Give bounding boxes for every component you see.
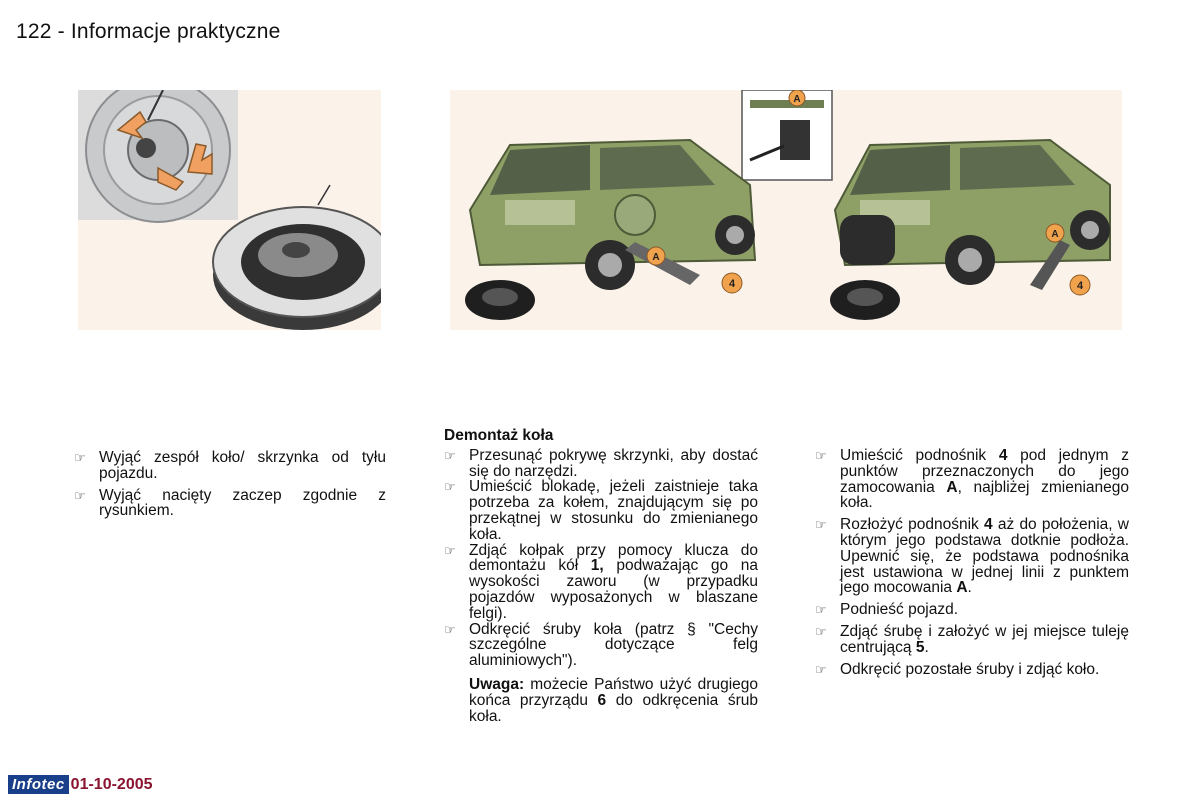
infotec-logo: Infotec	[8, 775, 69, 794]
callout-A-label: A	[793, 94, 801, 105]
pointing-hand-icon: ☞	[74, 487, 86, 503]
list-item: ☞ Wyjąć nacięty zaczep zgodnie z rysunkiem.	[74, 486, 386, 520]
list-item: ☞ Odkręcić śruby koła (patrz § "Cechy szczególne dotyczące felg aluminiowych").	[444, 620, 758, 670]
callout-A-label: A	[1051, 229, 1059, 240]
note-label: Uwaga:	[469, 675, 525, 693]
callout-A-label: A	[652, 252, 660, 263]
pointing-hand-icon: ☞	[74, 450, 86, 465]
bullet-list	[444, 448, 758, 669]
instructions-column-1	[74, 450, 386, 525]
pointing-hand-icon: ☞	[444, 542, 456, 558]
note: Uwaga: możecie Państwo użyć drugiego końca przyrządu 6 do odkręcenia śrub koła.	[469, 675, 759, 725]
list-item: ☞ Umieścić blokadę, jeżeli zaistnieje taka potrzeba za kołem, znajdującym się po przekątnej w stosunku do zmienianego koła.	[444, 478, 758, 543]
car-right	[830, 140, 1110, 320]
bullet-list	[74, 450, 386, 519]
car-jack-illustration	[450, 90, 1122, 330]
bullet-list	[815, 448, 1129, 677]
page-title: 122 - Informacje praktyczne	[16, 20, 281, 43]
list-item: ☞ Zdjąć kołpak przy pomocy klucza do demontażu kół 1, podważając go na wysokości zaworu (w przypadku pojazdów wyposażonych w blaszane felgi).	[444, 541, 758, 622]
pointing-hand-icon: ☞	[444, 621, 456, 637]
pointing-hand-icon: ☞	[815, 602, 827, 618]
pointing-hand-icon: ☞	[444, 479, 456, 495]
instructions-column-2	[444, 428, 758, 724]
footer-date: 01-10-2005	[70, 775, 153, 793]
callout-4-label: 4	[1076, 280, 1084, 292]
list-item: ☞ Wyjąć zespół koło/ skrzynka od tyłu pojazdu.	[74, 449, 386, 482]
spare-wheel-figure	[78, 90, 381, 330]
pointing-hand-icon: ☞	[815, 623, 827, 639]
pointing-hand-icon: ☞	[815, 517, 827, 533]
list-item: ☞ Podnieść pojazd.	[815, 601, 959, 619]
section-title: Demontaż koła	[444, 427, 554, 444]
footer	[8, 775, 153, 794]
list-item: ☞ Odkręcić pozostałe śruby i zdjąć koło.	[815, 660, 1100, 678]
instructions-column-3	[815, 448, 1129, 683]
list-item: ☞ Przesunąć pokrywę skrzynki, aby dostać się do narzędzi.	[444, 446, 758, 480]
pointing-hand-icon: ☞	[444, 447, 456, 463]
list-item: ☞ Zdjąć śrubę i założyć w jej miejsce tuleję centrującą 5.	[815, 622, 1129, 656]
pointing-hand-icon: ☞	[815, 448, 827, 463]
spare-wheel-illustration	[78, 90, 381, 330]
jack-position-figure	[450, 90, 1122, 330]
car-left	[465, 140, 755, 320]
list-item: ☞ Rozłożyć podnośnik 4 aż do położenia, w którym jego podstawa dotknie podłoża. Upewnić się, że podstawa podnośnika jest ustawiona w jednej linii z punktem jego mocowania A.	[815, 516, 1129, 597]
list-item: ☞ Umieścić podnośnik 4 pod jednym z punktów przeznaczonych do jego zamocowania A, najbliżej zmienianego koła.	[815, 447, 1129, 512]
pointing-hand-icon: ☞	[815, 661, 827, 677]
callout-4-label: 4	[728, 278, 736, 290]
